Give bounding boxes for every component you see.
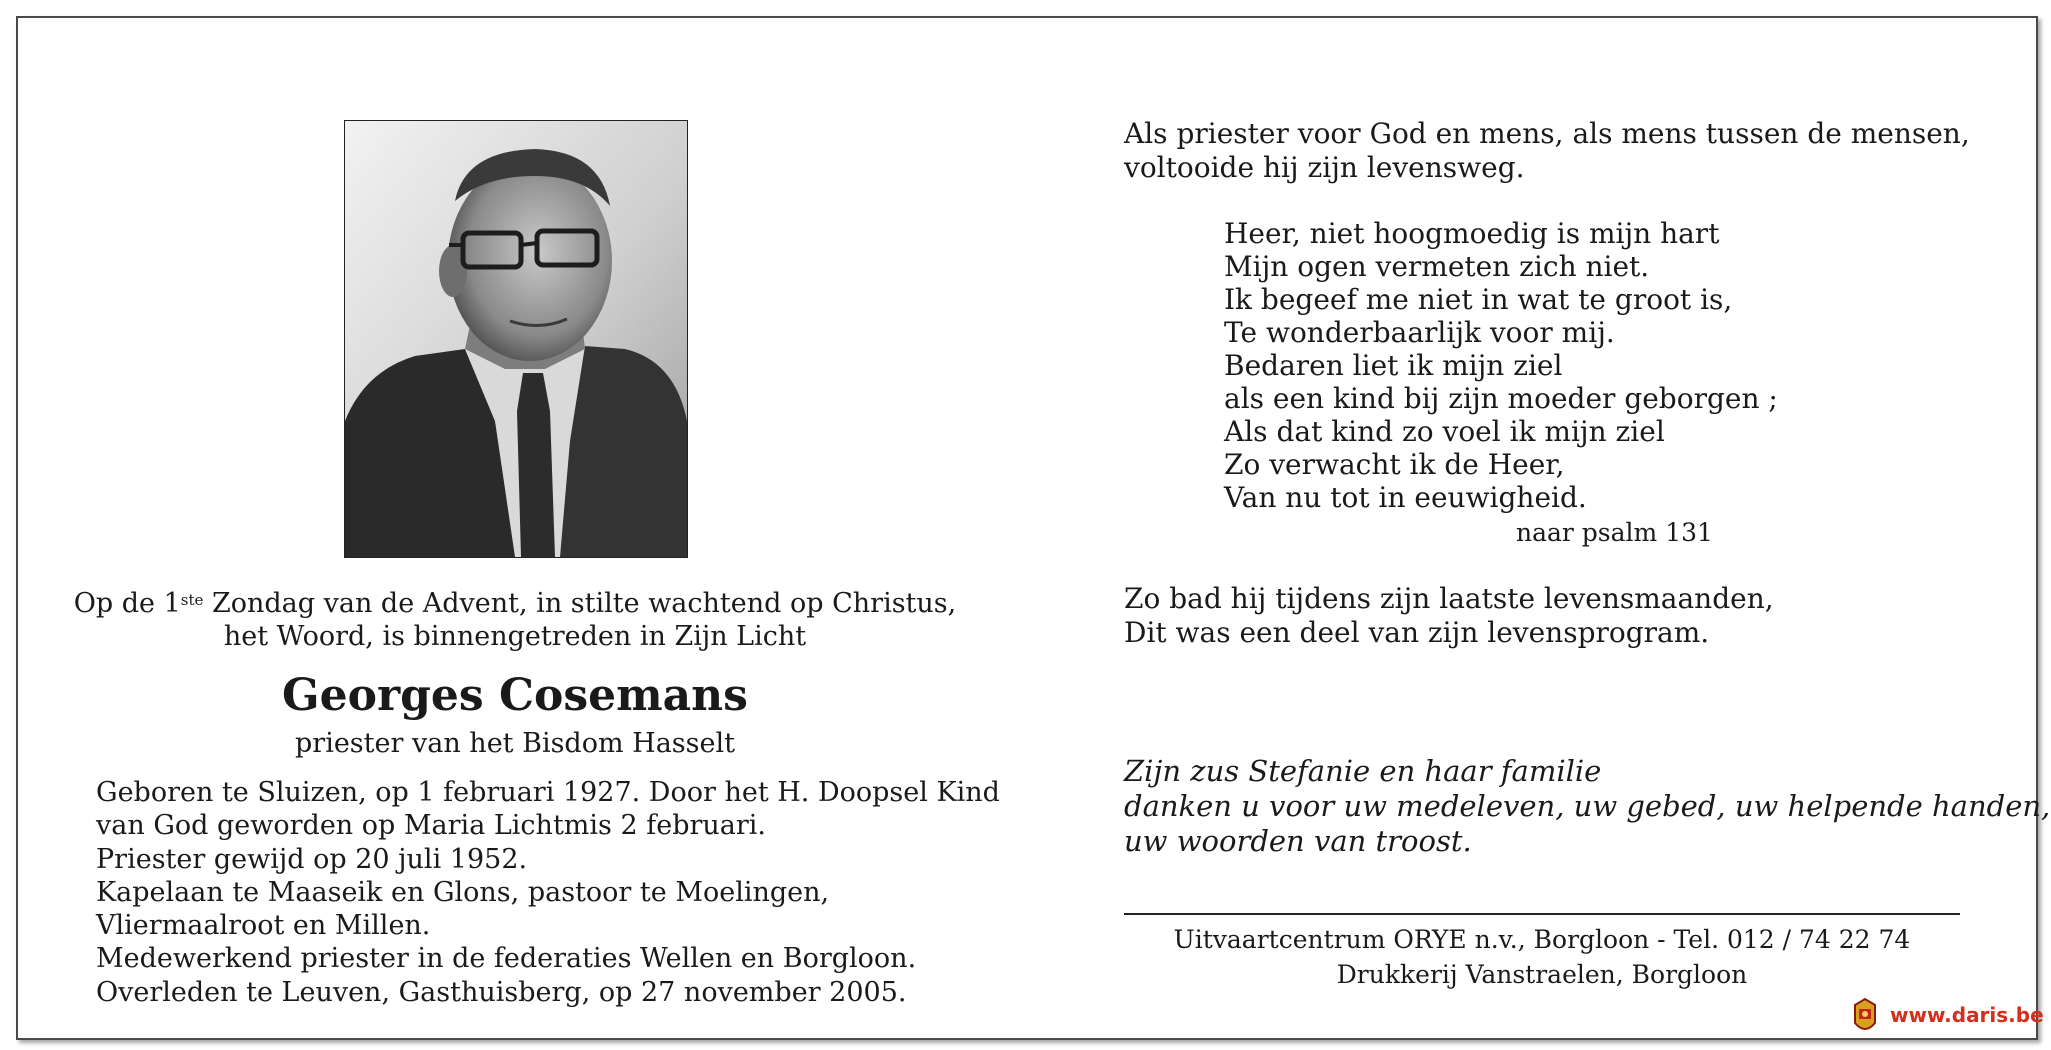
funeral-line: Uitvaartcentrum ORYE n.v., Borgloon - Tel. 012 / 74 22 74	[1173, 925, 1911, 954]
bio-line: Overleden te Leuven, Gasthuisberg, op 27 november 2005.	[96, 976, 907, 1008]
intro-text	[0, 587, 1030, 653]
funeral-line: Drukkerij Vanstraelen, Borgloon	[1336, 960, 1748, 989]
bio-line: Kapelaan te Maaseik en Glons, pastoor te Moelingen,	[96, 876, 830, 908]
closing-line: Dit was een deel van zijn levensprogram.	[1124, 616, 1710, 649]
funeral-home-info	[1124, 922, 1960, 992]
psalm-line: Zo verwacht ik de Heer,	[1224, 448, 1565, 481]
opening-line: voltooide hij zijn levensweg.	[1124, 151, 1525, 184]
closing-text	[1124, 582, 1774, 650]
bio-line: Medewerkend priester in de federaties Wellen en Borgloon.	[96, 943, 917, 975]
psalm-text	[1224, 217, 1778, 514]
opening-line: Als priester voor God en mens, als mens tussen de mensen,	[1124, 117, 1970, 150]
crest-icon	[1852, 997, 1878, 1037]
psalm-line: Als dat kind zo voel ik mijn ziel	[1224, 415, 1665, 448]
bio-line: van God geworden op Maria Lichtmis 2 februari.	[96, 810, 767, 842]
psalm-line: Mijn ogen vermeten zich niet.	[1224, 250, 1650, 283]
deceased-name: Georges Cosemans	[282, 670, 748, 721]
intro-line-2: het Woord, is binnengetreden in Zijn Licht	[223, 621, 807, 652]
portrait-photo	[344, 120, 688, 558]
bio-line: Vliermaalroot en Millen.	[96, 910, 431, 942]
thanks-line: Zijn zus Stefanie en haar familie	[1124, 754, 1602, 788]
biography	[96, 776, 1000, 1009]
closing-line: Zo bad hij tijdens zijn laatste levensmaanden,	[1124, 582, 1774, 615]
intro-line-1: Op de 1ste Zondag van de Advent, in stilte wachtend op Christus,	[73, 588, 957, 619]
opening-text	[1124, 117, 1970, 185]
ordinal-suffix: ste	[180, 591, 204, 609]
psalm-line: Te wonderbaarlijk voor mij.	[1224, 316, 1615, 349]
thanks-text	[1124, 754, 2050, 859]
psalm-line: als een kind bij zijn moeder geborgen ;	[1224, 382, 1778, 415]
psalm-reference: naar psalm 131	[1516, 518, 1713, 547]
bio-line: Priester gewijd op 20 juli 1952.	[96, 843, 528, 875]
divider	[1124, 913, 1960, 915]
deceased-role: priester van het Bisdom Hasselt	[295, 728, 735, 759]
thanks-line: danken u voor uw medeleven, uw gebed, uw helpende handen,	[1124, 789, 2051, 823]
psalm-line: Bedaren liet ik mijn ziel	[1224, 349, 1563, 382]
psalm-line: Heer, niet hoogmoedig is mijn hart	[1224, 217, 1720, 250]
watermark-url[interactable]: www.daris.be	[1890, 1003, 2044, 1027]
psalm-line: Ik begeef me niet in wat te groot is,	[1224, 283, 1733, 316]
psalm-line: Van nu tot in eeuwigheid.	[1224, 481, 1587, 514]
thanks-line: uw woorden van troost.	[1124, 824, 1472, 858]
bio-line: Geboren te Sluizen, op 1 februari 1927. Door het H. Doopsel Kind	[96, 777, 1000, 808]
